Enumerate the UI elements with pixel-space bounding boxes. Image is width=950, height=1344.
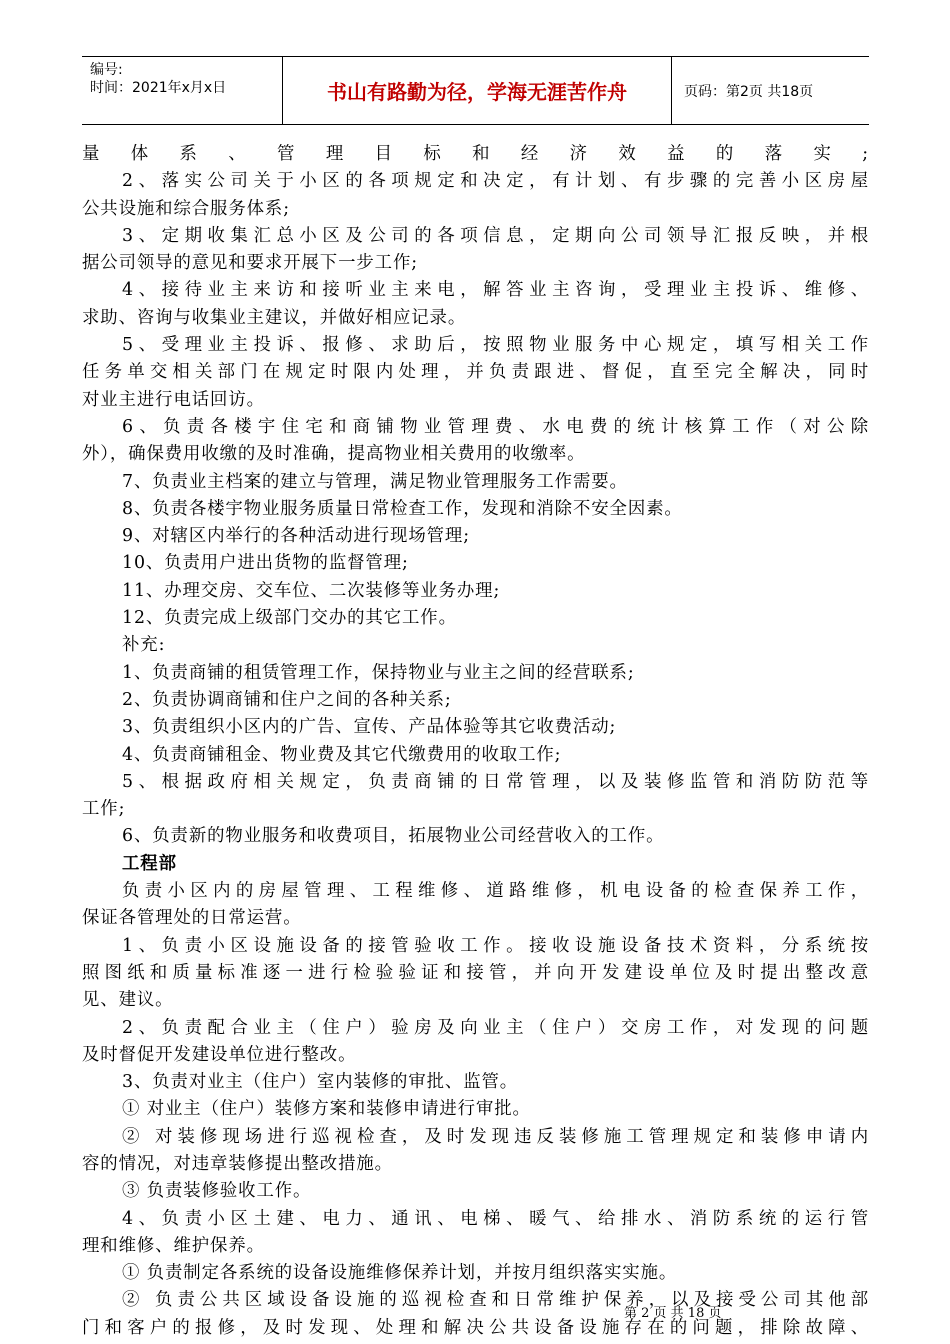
- document-body: [82, 141, 869, 1342]
- text-line: ② 负责公共区域设备设施的巡视检查和日常维护保养，以及接受公司其他部: [122, 1290, 869, 1311]
- text-line: 3、负责组织小区内的广告、宣传、产品体验等其它收费活动;: [122, 717, 617, 738]
- text-line: 1、负责小区设施设备的接管验收工作。接收设施设备技术资料，分系统按: [122, 935, 869, 956]
- text-line: 工作;: [82, 799, 126, 820]
- text-line: 对业主进行电话回访。: [82, 389, 265, 410]
- text-line: 照图纸和质量标准逐一进行检验验证和接管，并向开发建设单位及时提出整改意: [82, 962, 869, 983]
- text-line: 保证各管理处的日常运营。: [82, 908, 302, 929]
- section-heading: 工程部: [122, 853, 177, 874]
- text-line: ③ 负责装修验收工作。: [122, 1181, 312, 1202]
- header-motto: 书山有路勤为径，学海无涯苦作舟: [282, 57, 672, 124]
- text-line: 11、办理交房、交车位、二次装修等业务办理;: [122, 580, 501, 601]
- text-line: 求助、咨询与收集业主建议，并做好相应记录。: [82, 307, 467, 328]
- text-line: 任务单交相关部门在规定时限内处理，并负责跟进、督促，直至完全解决，同时: [82, 362, 869, 383]
- page-header: [82, 56, 869, 125]
- text-line: 见、建议。: [82, 990, 174, 1011]
- text-line: ② 对装修现场进行巡视检查，及时发现违反装修施工管理规定和装修申请内: [122, 1126, 869, 1147]
- text-line: 9、对辖区内举行的各种活动进行现场管理;: [122, 526, 470, 547]
- text-line: 5、受理业主投诉、报修、求助后，按照物业服务中心规定，填写相关工作: [122, 335, 869, 356]
- text-line: 外），确保费用收缴的及时准确，提高物业相关费用的收缴率。: [82, 444, 586, 465]
- text-line: 2、落实公司关于小区的各项规定和决定，有计划、有步骤的完善小区房屋: [122, 171, 869, 192]
- text-line: 量体系、管理目标和经济效益的落实;: [82, 144, 869, 164]
- page-footer: 第 2 页 共 18 页: [624, 1306, 722, 1321]
- text-line: 10、负责用户进出货物的监督管理;: [122, 553, 409, 574]
- text-line: 2、负责配合业主（住户）验房及向业主（住户）交房工作，对发现的问题: [122, 1017, 869, 1038]
- text-line: 据公司领导的意见和要求开展下一步工作;: [82, 253, 418, 274]
- text-line: 7、负责业主档案的建立与管理，满足物业管理服务工作需要。: [122, 471, 628, 492]
- text-line: 6、负责各楼宇住宅和商铺物业管理费、水电费的统计核算工作（对公除: [122, 416, 869, 437]
- text-line: 补充:: [122, 635, 166, 656]
- text-line: 负责小区内的房屋管理、工程维修、道路维修，机电设备的检查保养工作，: [122, 881, 869, 902]
- text-line: 4、负责商铺租金、物业费及其它代缴费用的收取工作;: [122, 744, 562, 765]
- text-line: 及时督促开发建设单位进行整改。: [82, 1044, 357, 1065]
- text-line: 3、负责对业主（住户）室内装修的审批、监管。: [122, 1072, 519, 1093]
- header-meta: [82, 57, 282, 124]
- text-line: 4、负责小区土建、电力、通讯、电梯、暖气、给排水、消防系统的运行管: [122, 1208, 869, 1229]
- text-line: 理和维修、维护保养。: [82, 1235, 265, 1256]
- text-line: 12、负责完成上级部门交办的其它工作。: [122, 608, 457, 629]
- text-line: 门和客户的报修，及时发现、处理和解决公共设备设施存在的问题，排除故障、: [82, 1317, 869, 1338]
- text-line: 6、负责新的物业服务和收费项目，拓展物业公司经营收入的工作。: [122, 826, 665, 847]
- text-line: 1、负责商铺的租赁管理工作，保持物业与业主之间的经营联系;: [122, 662, 635, 683]
- text-line: ① 对业主（住户）装修方案和装修申请进行审批。: [122, 1099, 531, 1120]
- header-page-number: 页码：第2页 共18页: [684, 83, 814, 100]
- text-line: ① 负责制定各系统的设备设施维修保养计划，并按月组织落实实施。: [122, 1263, 678, 1284]
- document-number-label: 编号:: [90, 62, 123, 78]
- document-date-label: 时间：2021年x月x日: [90, 80, 227, 96]
- text-line: 5、根据政府相关规定，负责商铺的日常管理，以及装修监管和消防防范等: [122, 771, 869, 792]
- text-line: 2、负责协调商铺和住户之间的各种关系;: [122, 689, 452, 710]
- text-line: 容的情况，对违章装修提出整改措施。: [82, 1153, 393, 1174]
- text-line: 8、负责各楼宇物业服务质量日常检查工作，发现和消除不安全因素。: [122, 498, 683, 519]
- text-line: 4、接待业主来访和接听业主来电，解答业主咨询，受理业主投诉、维修、: [122, 280, 869, 301]
- text-line: 公共设施和综合服务体系;: [82, 198, 290, 219]
- text-line: 3、定期收集汇总小区及公司的各项信息，定期向公司领导汇报反映，并根: [122, 225, 869, 246]
